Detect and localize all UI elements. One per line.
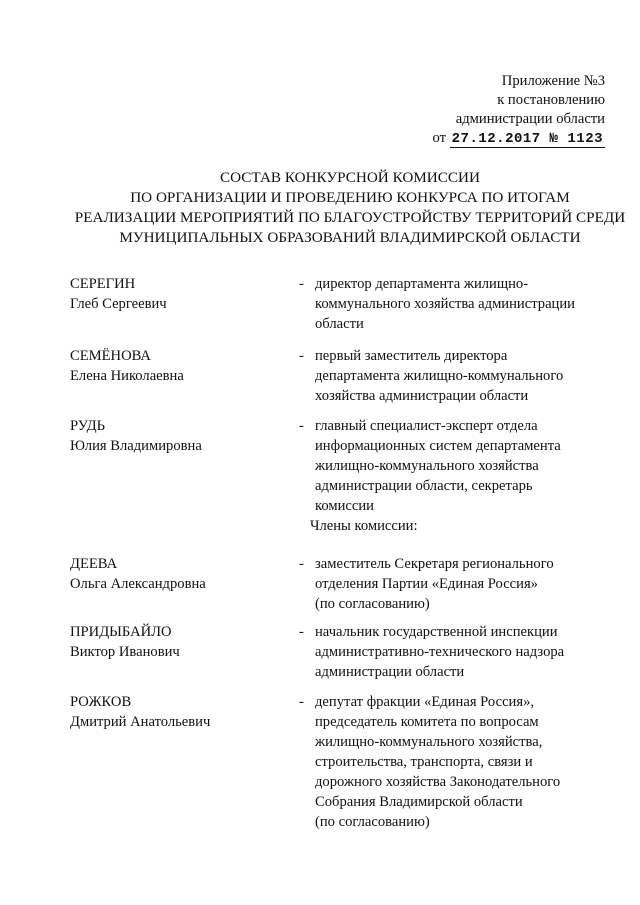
role-line: (по согласованию): [315, 814, 430, 830]
decree-date-stamp: [450, 131, 605, 148]
role-line: депутат фракции «Единая Россия»,: [315, 694, 535, 710]
decree-date: 27.12.2017: [451, 131, 541, 147]
title-line: СОСТАВ КОНКУРСНОЙ КОМИССИИ: [220, 169, 480, 186]
person-name: [70, 622, 270, 662]
person-given-names: Елена Николаевна: [70, 368, 184, 384]
person-role: [315, 622, 605, 682]
title-line: МУНИЦИПАЛЬНЫХ ОБРАЗОВАНИЙ ВЛАДИМИРСКОЙ ОБЛАСТИ: [119, 229, 581, 246]
number-sign: №: [549, 131, 559, 147]
person-given-names: Юлия Владимировна: [70, 438, 202, 454]
person-given-names: Глеб Сергеевич: [70, 296, 167, 312]
person-name: [70, 346, 270, 386]
person-surname: СЕРЕГИН: [70, 276, 136, 292]
role-line: области: [315, 316, 364, 332]
role-line: дорожного хозяйства Законодательного: [315, 774, 561, 790]
appendix-authority: администрации области: [455, 111, 605, 127]
role-line: административно-технического надзора: [315, 644, 565, 660]
date-prefix: от: [432, 130, 446, 146]
person-role: [315, 346, 605, 406]
person-surname: ДЕЕВА: [70, 556, 118, 572]
role-line: информационных систем департамента: [315, 438, 561, 454]
role-line: жилищно-коммунального хозяйства: [315, 458, 539, 474]
person-role: [315, 274, 605, 334]
person-surname: РУДЬ: [70, 418, 105, 434]
role-line: отделения Партии «Единая Россия»: [315, 576, 538, 592]
role-line: строительства, транспорта, связи и: [315, 754, 533, 770]
person-role: [315, 416, 605, 516]
decree-number: 1123: [567, 131, 603, 147]
role-line: комиссии: [315, 498, 374, 514]
role-line: жилищно-коммунального хозяйства,: [315, 734, 543, 750]
person-given-names: Ольга Александровна: [70, 576, 206, 592]
dash-separator: -: [299, 694, 304, 710]
dash-separator: -: [299, 556, 304, 572]
role-line: главный специалист-эксперт отдела: [315, 418, 538, 434]
dash-separator: -: [299, 348, 304, 364]
appendix-number: Приложение №3: [501, 73, 605, 89]
title-line: РЕАЛИЗАЦИИ МЕРОПРИЯТИЙ ПО БЛАГОУСТРОЙСТВУ ТЕРРИТОРИЙ СРЕДИ: [74, 209, 626, 226]
role-line: директор департамента жилищно-: [315, 276, 529, 292]
person-role: [315, 692, 605, 832]
person-surname: ПРИДЫБАЙЛО: [70, 624, 172, 640]
person-surname: СЕМЁНОВА: [70, 348, 151, 364]
role-line: коммунального хозяйства администрации: [315, 296, 575, 312]
role-line: департамента жилищно-коммунального: [315, 368, 564, 384]
role-line: председатель комитета по вопросам: [315, 714, 539, 730]
role-line: (по согласованию): [315, 596, 430, 612]
appendix-ref: к постановлению: [497, 92, 605, 108]
person-given-names: Дмитрий Анатольевич: [70, 714, 211, 730]
person-given-names: Виктор Иванович: [70, 644, 180, 660]
role-line: хозяйства администрации области: [315, 388, 529, 404]
person-name: [70, 416, 270, 456]
role-line: администрации области, секретарь: [315, 478, 533, 494]
appendix-header: [400, 72, 605, 149]
document-title: [60, 168, 640, 248]
person-surname: РОЖКОВ: [70, 694, 132, 710]
role-line: администрации области: [315, 664, 465, 680]
person-name: [70, 692, 270, 732]
dash-separator: -: [299, 624, 304, 640]
person-role: [315, 554, 605, 614]
role-line: заместитель Секретаря регионального: [315, 556, 554, 572]
appendix-date-line: [400, 129, 605, 149]
role-line: первый заместитель директора: [315, 348, 508, 364]
title-line: ПО ОРГАНИЗАЦИИ И ПРОВЕДЕНИЮ КОНКУРСА ПО ИТОГАМ: [130, 189, 570, 206]
role-line: Собрания Владимирской области: [315, 794, 523, 810]
person-name: [70, 274, 270, 314]
members-heading: Члены комиссии:: [310, 518, 418, 534]
dash-separator: -: [299, 276, 304, 292]
role-line: начальник государственной инспекции: [315, 624, 558, 640]
person-name: [70, 554, 270, 594]
dash-separator: -: [299, 418, 304, 434]
